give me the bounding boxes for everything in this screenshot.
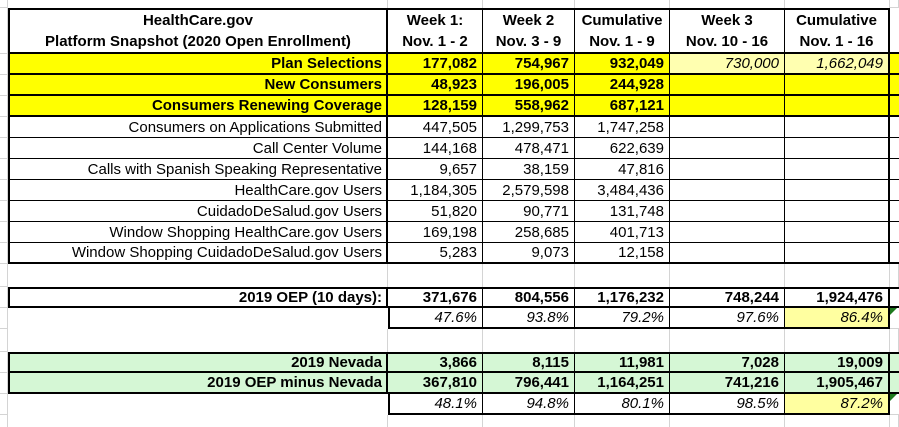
metric-label[interactable]: Consumers on Applications Submitted [8, 117, 388, 138]
metric-label[interactable]: Consumers Renewing Coverage [8, 96, 388, 117]
partial-cell[interactable] [890, 352, 899, 373]
metric-value-cell[interactable]: 1,747,258 [575, 117, 670, 138]
strip-top [8, 0, 899, 8]
grid-cell-empty[interactable] [670, 264, 785, 287]
grid-cell-empty[interactable] [575, 0, 670, 8]
partial-cell[interactable] [890, 394, 899, 415]
metric-value-cell[interactable]: 1,184,305 [388, 180, 483, 201]
metric-value-cell[interactable]: 144,168 [388, 138, 483, 159]
metric-label[interactable]: Plan Selections [8, 54, 388, 75]
gutter-cell[interactable] [0, 75, 7, 96]
nevada-value-cell[interactable]: 3,866 [388, 352, 483, 373]
nevada-value-cell[interactable]: 1,164,251 [575, 373, 670, 394]
column-header[interactable] [670, 8, 785, 54]
column-header[interactable] [575, 8, 670, 54]
grid-cell-empty[interactable] [388, 329, 483, 352]
grid-cell-empty[interactable] [8, 329, 388, 352]
metric-value-cell[interactable] [785, 138, 890, 159]
partial-cell[interactable] [890, 75, 899, 96]
metric-label[interactable]: Window Shopping HealthCare.gov Users [8, 222, 388, 243]
oep-value-cell[interactable]: 1,924,476 [785, 287, 890, 308]
metric-value-cell[interactable] [670, 243, 785, 264]
row-gutter [0, 0, 8, 427]
metric-value-cell[interactable] [785, 243, 890, 264]
partial-cell[interactable] [890, 373, 899, 394]
partial-cell[interactable] [890, 222, 899, 243]
metric-value-cell[interactable] [670, 75, 785, 96]
pct-cell[interactable]: 94.8% [483, 394, 575, 415]
gutter-cell[interactable] [0, 201, 7, 222]
grid-cell-empty[interactable] [670, 0, 785, 8]
pct-cell[interactable]: 79.2% [575, 308, 670, 329]
column-header-line2: Nov. 3 - 9 [495, 33, 562, 50]
metric-label[interactable]: New Consumers [8, 75, 388, 96]
gutter-cell[interactable] [0, 415, 7, 427]
nevada-row [8, 373, 899, 394]
partial-cell[interactable] [890, 8, 899, 54]
gutter-cell[interactable] [0, 264, 7, 287]
strip-bottom [8, 415, 899, 427]
partial-cell[interactable] [890, 138, 899, 159]
metric-value-cell[interactable] [785, 117, 890, 138]
nevada-value-cell[interactable]: 11,981 [575, 352, 670, 373]
pct-cell[interactable]: 98.5% [670, 394, 785, 415]
grid-cell-empty[interactable] [670, 415, 785, 427]
metric-row [8, 54, 899, 75]
nevada-value-cell[interactable]: 19,009 [785, 352, 890, 373]
gutter-cell[interactable] [0, 243, 7, 264]
column-header-line1: Week 1: [406, 12, 464, 29]
gutter-cell[interactable] [0, 117, 7, 138]
oep-value-cell[interactable]: 748,244 [670, 287, 785, 308]
gutter-cell[interactable] [0, 8, 7, 54]
metric-value-cell[interactable]: 51,820 [388, 201, 483, 222]
metric-value-cell[interactable] [785, 201, 890, 222]
gutter-cell[interactable] [0, 394, 7, 415]
grid-cell-empty[interactable] [483, 0, 575, 8]
nevada-label[interactable]: 2019 Nevada [8, 352, 388, 373]
gutter-cell[interactable] [0, 222, 7, 243]
oep-total-row [8, 287, 899, 308]
grid-cell-empty[interactable] [483, 329, 575, 352]
nevada-value-cell[interactable]: 8,115 [483, 352, 575, 373]
pct-cell[interactable]: 93.8% [483, 308, 575, 329]
metric-value-cell[interactable] [670, 180, 785, 201]
metric-row [8, 180, 899, 201]
metric-value-cell[interactable] [785, 96, 890, 117]
metric-row [8, 201, 899, 222]
strip-gap-1 [8, 264, 899, 287]
oep-value-cell[interactable]: 371,676 [388, 287, 483, 308]
metric-value-cell[interactable] [785, 75, 890, 96]
column-header-line1: Cumulative [581, 12, 663, 29]
column-header-line1: Week 3 [701, 12, 753, 29]
metric-value-cell[interactable]: 258,685 [483, 222, 575, 243]
pct-cell[interactable]: 86.4% [785, 308, 890, 329]
column-header-line2: Nov. 1 - 9 [589, 33, 655, 50]
grid-cell-empty[interactable] [8, 308, 388, 329]
pct-cell[interactable]: 47.6% [388, 308, 483, 329]
metric-label[interactable]: Calls with Spanish Speaking Representative [8, 159, 388, 180]
metric-label[interactable]: HealthCare.gov Users [8, 180, 388, 201]
metric-value-cell[interactable]: 128,159 [388, 96, 483, 117]
sheet-title-line1: HealthCare.gov [142, 12, 254, 29]
error-indicator-icon [890, 308, 897, 315]
oep-label[interactable]: 2019 OEP (10 days): [8, 287, 388, 308]
gutter-cell[interactable] [0, 180, 7, 201]
metric-value-cell[interactable]: 47,816 [575, 159, 670, 180]
metric-value-cell[interactable] [670, 159, 785, 180]
grid-cell-empty[interactable] [483, 264, 575, 287]
sheet-title-cell[interactable] [8, 8, 388, 54]
nevada-value-cell[interactable]: 796,441 [483, 373, 575, 394]
metric-value-cell[interactable]: 244,928 [575, 75, 670, 96]
metric-value-cell[interactable]: 447,505 [388, 117, 483, 138]
gutter-cell[interactable] [0, 54, 7, 75]
gutter-cell[interactable] [0, 0, 7, 8]
nevada-pct-row [8, 394, 899, 415]
gutter-cell[interactable] [0, 287, 7, 308]
oep-value-cell[interactable]: 804,556 [483, 287, 575, 308]
oep-value-cell[interactable]: 1,176,232 [575, 287, 670, 308]
grid-cell-empty[interactable] [388, 0, 483, 8]
metric-value-cell[interactable]: 196,005 [483, 75, 575, 96]
partial-cell[interactable] [890, 117, 899, 138]
sheet-title-line2: Platform Snapshot (2020 Open Enrollment) [45, 33, 351, 50]
grid-cell-empty[interactable] [575, 264, 670, 287]
grid-cell-empty[interactable] [575, 329, 670, 352]
metric-row [8, 75, 899, 96]
column-header-line2: Nov. 1 - 2 [402, 33, 468, 50]
metric-value-cell[interactable]: 3,484,436 [575, 180, 670, 201]
metric-value-cell[interactable] [785, 222, 890, 243]
metric-label[interactable]: Call Center Volume [8, 138, 388, 159]
grid-cell-empty[interactable] [890, 329, 899, 352]
metric-value-cell[interactable]: 12,158 [575, 243, 670, 264]
metric-value-cell[interactable]: 622,639 [575, 138, 670, 159]
gutter-cell[interactable] [0, 352, 7, 373]
gutter-cell[interactable] [0, 373, 7, 394]
metric-row [8, 96, 899, 117]
metric-value-cell[interactable]: 5,283 [388, 243, 483, 264]
metric-value-cell[interactable]: 9,657 [388, 159, 483, 180]
metric-value-cell[interactable]: 90,771 [483, 201, 575, 222]
gutter-cell[interactable] [0, 159, 7, 180]
metric-value-cell[interactable]: 401,713 [575, 222, 670, 243]
metric-label[interactable]: Window Shopping CuidadoDeSalud.gov Users [8, 243, 388, 264]
strip-gap-2 [8, 329, 899, 352]
metric-row [8, 243, 899, 264]
grid-cell-empty[interactable] [670, 329, 785, 352]
grid-cell-empty[interactable] [785, 415, 890, 427]
partial-cell[interactable] [890, 201, 899, 222]
pct-cell[interactable]: 97.6% [670, 308, 785, 329]
pct-cell[interactable]: 87.2% [785, 394, 890, 415]
metric-value-cell[interactable]: 558,962 [483, 96, 575, 117]
column-header[interactable] [483, 8, 575, 54]
gutter-cell[interactable] [0, 96, 7, 117]
grid-cell-empty[interactable] [785, 264, 890, 287]
gutter-cell[interactable] [0, 308, 7, 329]
column-header-line1: Week 2 [502, 12, 555, 29]
metric-value-cell[interactable] [670, 117, 785, 138]
grid-cell-empty[interactable] [8, 415, 388, 427]
gutter-cell[interactable] [0, 329, 7, 352]
pct-cell[interactable]: 48.1% [388, 394, 483, 415]
metric-value-cell[interactable] [670, 201, 785, 222]
metric-row [8, 138, 899, 159]
metric-value-cell[interactable] [670, 96, 785, 117]
grid-cell-empty[interactable] [785, 329, 890, 352]
nevada-value-cell[interactable]: 1,905,467 [785, 373, 890, 394]
metric-value-cell[interactable]: 38,159 [483, 159, 575, 180]
grid-cell-empty[interactable] [388, 264, 483, 287]
table-header-row [8, 8, 899, 54]
metric-value-cell[interactable]: 2,579,598 [483, 180, 575, 201]
metric-value-cell[interactable]: 730,000 [670, 54, 785, 75]
grid-cell-empty[interactable] [8, 394, 388, 415]
grid-cell-empty[interactable] [575, 415, 670, 427]
oep-pct-row [8, 308, 899, 329]
nevada-value-cell[interactable]: 367,810 [388, 373, 483, 394]
metric-value-cell[interactable]: 1,299,753 [483, 117, 575, 138]
column-header-line2: Nov. 10 - 16 [685, 33, 769, 50]
partial-cell[interactable] [890, 180, 899, 201]
partial-cell[interactable] [890, 54, 899, 75]
grid-cell-empty[interactable] [890, 415, 899, 427]
metric-row [8, 222, 899, 243]
metric-value-cell[interactable]: 754,967 [483, 54, 575, 75]
metric-row [8, 159, 899, 180]
grid-cell-empty[interactable] [8, 264, 388, 287]
column-header-line2: Nov. 1 - 16 [799, 33, 874, 50]
partial-cell[interactable] [890, 159, 899, 180]
metric-value-cell[interactable]: 9,073 [483, 243, 575, 264]
metric-value-cell[interactable]: 48,923 [388, 75, 483, 96]
metric-value-cell[interactable] [785, 180, 890, 201]
metric-value-cell[interactable]: 169,198 [388, 222, 483, 243]
metric-value-cell[interactable] [785, 159, 890, 180]
partial-cell[interactable] [890, 308, 899, 329]
metric-value-cell[interactable]: 177,082 [388, 54, 483, 75]
pct-cell[interactable]: 80.1% [575, 394, 670, 415]
column-header[interactable] [388, 8, 483, 54]
metric-value-cell[interactable]: 131,748 [575, 201, 670, 222]
metric-value-cell[interactable]: 1,662,049 [785, 54, 890, 75]
metric-value-cell[interactable]: 687,121 [575, 96, 670, 117]
nevada-value-cell[interactable]: 7,028 [670, 352, 785, 373]
partial-cell[interactable] [890, 96, 899, 117]
nevada-value-cell[interactable]: 741,216 [670, 373, 785, 394]
partial-cell[interactable] [890, 287, 899, 308]
nevada-label[interactable]: 2019 OEP minus Nevada [8, 373, 388, 394]
grid-cell-empty[interactable] [388, 415, 483, 427]
grid-cell-empty[interactable] [785, 0, 890, 8]
metric-value-cell[interactable]: 932,049 [575, 54, 670, 75]
grid-cell-empty[interactable] [8, 0, 388, 8]
partial-cell[interactable] [890, 243, 899, 264]
column-header-line1: Cumulative [796, 12, 877, 29]
gutter-cell[interactable] [0, 138, 7, 159]
metric-value-cell[interactable] [670, 138, 785, 159]
metric-value-cell[interactable] [670, 222, 785, 243]
metric-value-cell[interactable]: 478,471 [483, 138, 575, 159]
grid-cell-empty[interactable] [890, 264, 899, 287]
grid-cell-empty[interactable] [890, 0, 899, 8]
metric-row [8, 117, 899, 138]
error-indicator-icon [890, 394, 897, 401]
column-header[interactable] [785, 8, 890, 54]
nevada-row [8, 352, 899, 373]
metric-label[interactable]: CuidadoDeSalud.gov Users [8, 201, 388, 222]
grid-cell-empty[interactable] [483, 415, 575, 427]
